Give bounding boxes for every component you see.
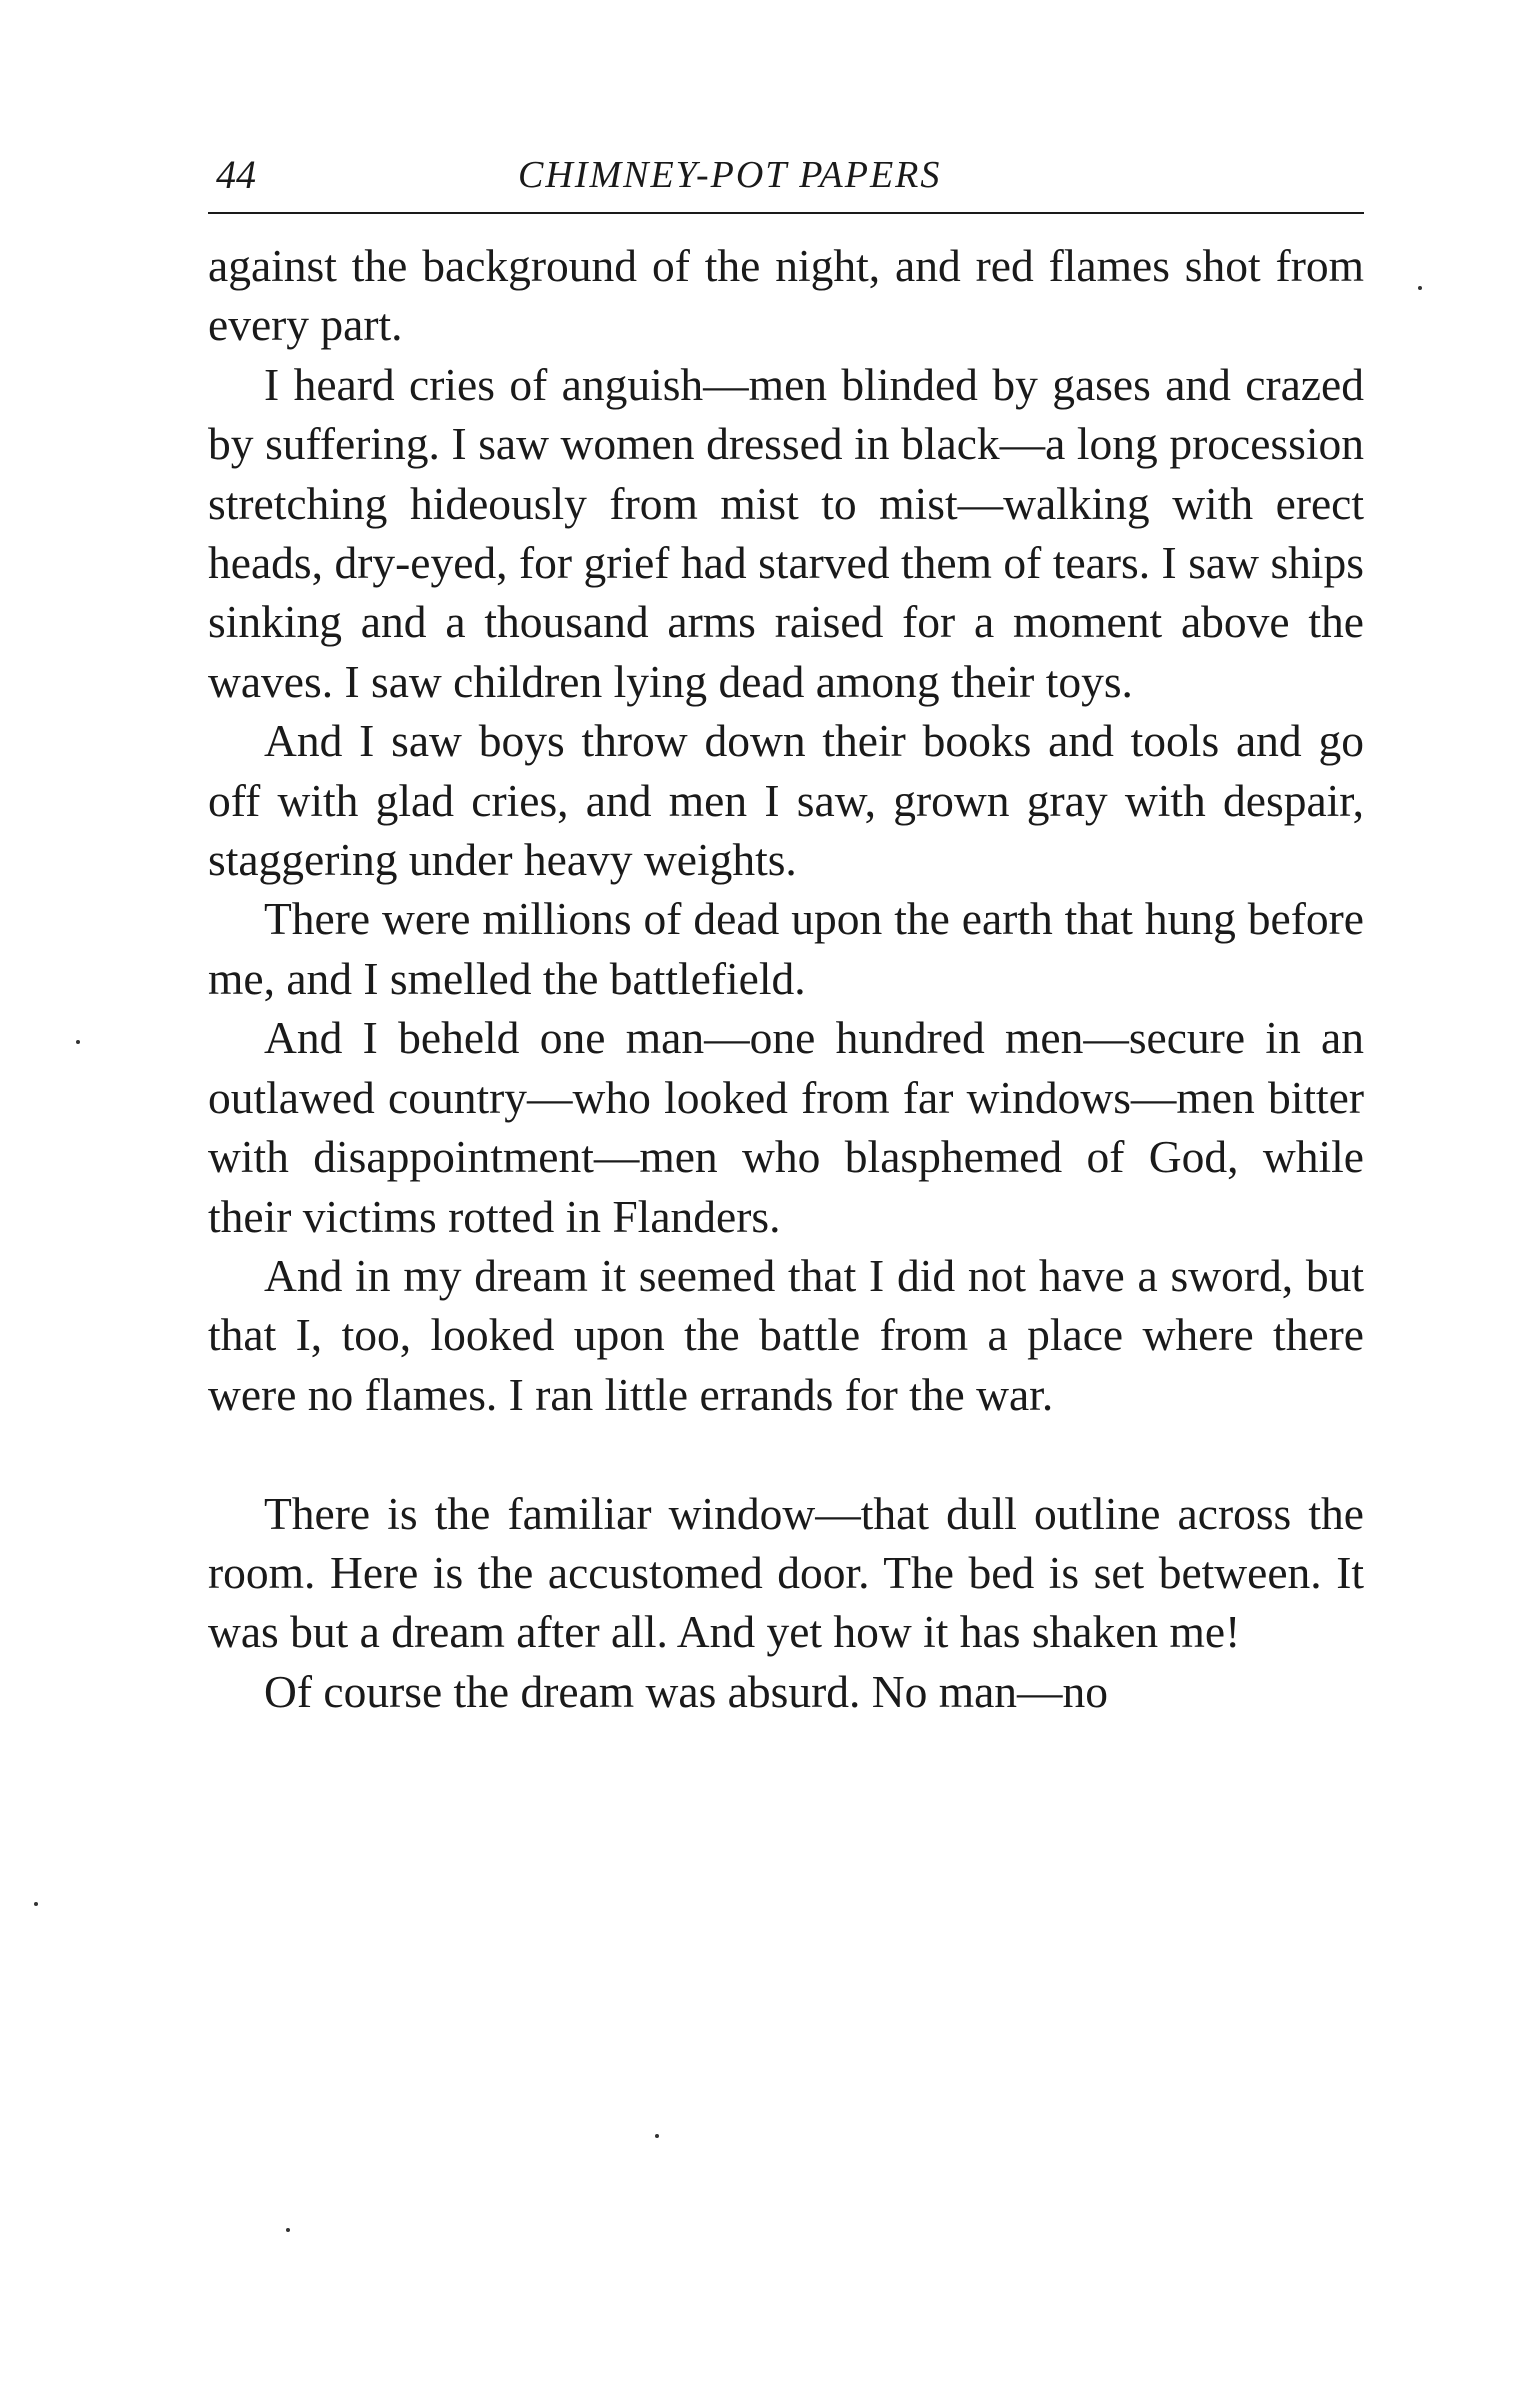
header-rule: [208, 212, 1364, 214]
body-text: [208, 236, 1364, 1721]
paragraph-7: There is the familiar window—that dull outline across the room. Here is the accustomed door. The bed is set between. It was but a dream after all. And yet how it has shaken me!: [208, 1487, 1364, 1658]
running-head: [208, 150, 1364, 210]
paragraph-1: against the background of the night, and red flames shot from every part.: [208, 240, 1364, 351]
paragraph-4: There were millions of dead upon the earth that hung before me, and I smelled the battlefield.: [208, 893, 1364, 1004]
paragraph-5: And I beheld one man—one hundred men—secure in an outlawed country—who looked from far windows—men bitter with disappointment—men who blasphemed of God, while their victims rotted in Flanders.: [208, 1012, 1364, 1242]
page-number: 44: [216, 152, 256, 197]
scan-speck: [76, 1040, 80, 1044]
paragraph-6: And in my dream it seemed that I did not have a sword, but that I, too, looked upon the battle from a place where there were no flames. I ran little errands for the war.: [208, 1249, 1364, 1420]
paragraph-2: I heard cries of anguish—men blinded by gases and crazed by suffering. I saw women dressed in black—a long procession stretching hideously from mist to mist—walking with erect heads, dry-eyed, for grief had starved them of tears. I saw ships sinking and a thousand arms raised for a moment above the waves. I saw children lying dead among their toys.: [208, 358, 1364, 707]
scan-speck: [655, 2134, 659, 2138]
scan-speck: [1418, 286, 1422, 290]
scan-speck: [34, 1902, 38, 1906]
paragraph-8: Of course the dream was absurd. No man—no: [264, 1665, 1109, 1717]
paragraph-3: And I saw boys throw down their books and tools and go off with glad cries, and men I saw, grown gray with despair, staggering under heavy weights.: [208, 715, 1364, 886]
book-title: CHIMNEY-POT PAPERS: [518, 154, 942, 196]
scan-speck: [286, 2228, 290, 2232]
